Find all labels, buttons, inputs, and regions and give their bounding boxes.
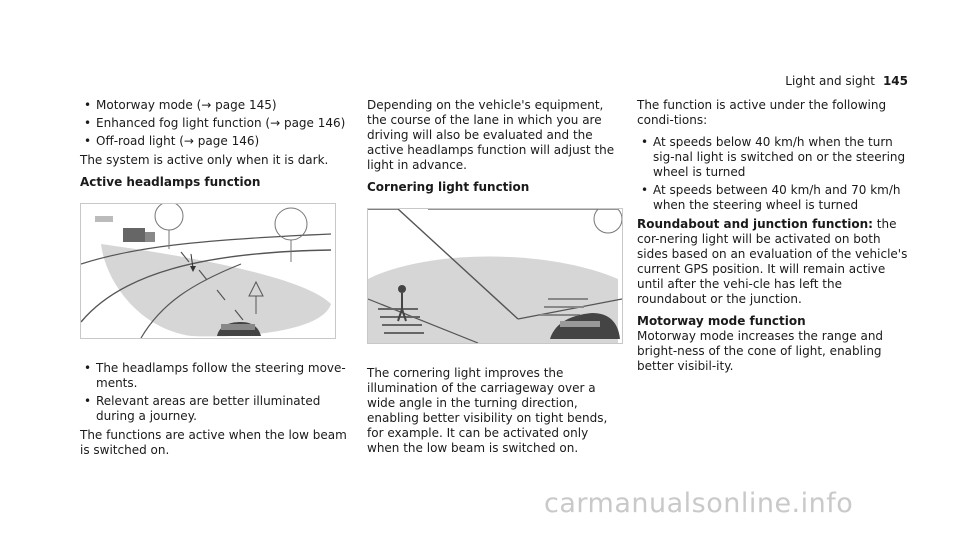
motorway-heading: Motorway mode function	[637, 314, 806, 328]
motorway-text: Motorway mode increases the range and bright-ness of the cone of light, enabling better visibil-ity.	[637, 329, 884, 373]
list-item: • The headlamps follow the steering move-ments.	[80, 361, 350, 391]
roundabout-label: Roundabout and junction function:	[637, 217, 873, 231]
column-2	[367, 98, 622, 463]
list-item: • At speeds between 40 km/h and 70 km/h when the steering wheel is turned	[637, 183, 909, 213]
paragraph-active: The functions are active when the low beam is switched on.	[80, 428, 347, 457]
roundabout-text: the cor-nering light will be activated on both sides based on an evaluation of the vehicle's current GPS position. It will remain active until after the vehi-cle has left the roundabout or the junction.	[637, 217, 908, 306]
list-item[interactable]: • Enhanced fog light function (→ page 146)	[80, 116, 350, 131]
section-title: Light and sight	[785, 74, 875, 88]
paragraph-dark: The system is active only when it is dark.	[80, 153, 329, 167]
list-item: • At speeds below 40 km/h when the turn sig-nal light is switched on or the steering wheel is turned	[637, 135, 909, 180]
section-heading: Cornering light function	[367, 180, 530, 194]
feature-list	[80, 98, 350, 149]
conditions-list	[637, 135, 909, 213]
list-item: • Relevant areas are better illuminated during a journey.	[80, 394, 350, 424]
page-header	[785, 74, 908, 89]
column-1	[80, 98, 350, 465]
paragraph-caption: The cornering light improves the illumination of the carriageway over a wide angle in the turning direction, enabling better visibility on tight bends, for example. It can be activated only when the low beam is switched on.	[367, 366, 608, 455]
column-3	[637, 98, 909, 381]
section-heading: Active headlamps function	[80, 175, 261, 189]
list-item[interactable]: • Off-road light (→ page 146)	[80, 134, 350, 149]
cornering-light-illustration	[367, 208, 623, 344]
paragraph-intro: Depending on the vehicle's equipment, the course of the lane in which you are driving will also be evaluated and the active headlamps function will adjust the light in advance.	[367, 98, 615, 172]
list-item[interactable]: • Motorway mode (→ page 145)	[80, 98, 350, 113]
watermark: carmanualsonline.info	[544, 488, 854, 519]
roundabout-paragraph	[637, 217, 909, 307]
page-number: 145	[882, 74, 908, 88]
active-headlamps-illustration	[80, 203, 336, 339]
paragraph-intro: The function is active under the following condi-tions:	[637, 98, 887, 127]
headlamp-benefits-list	[80, 361, 350, 424]
